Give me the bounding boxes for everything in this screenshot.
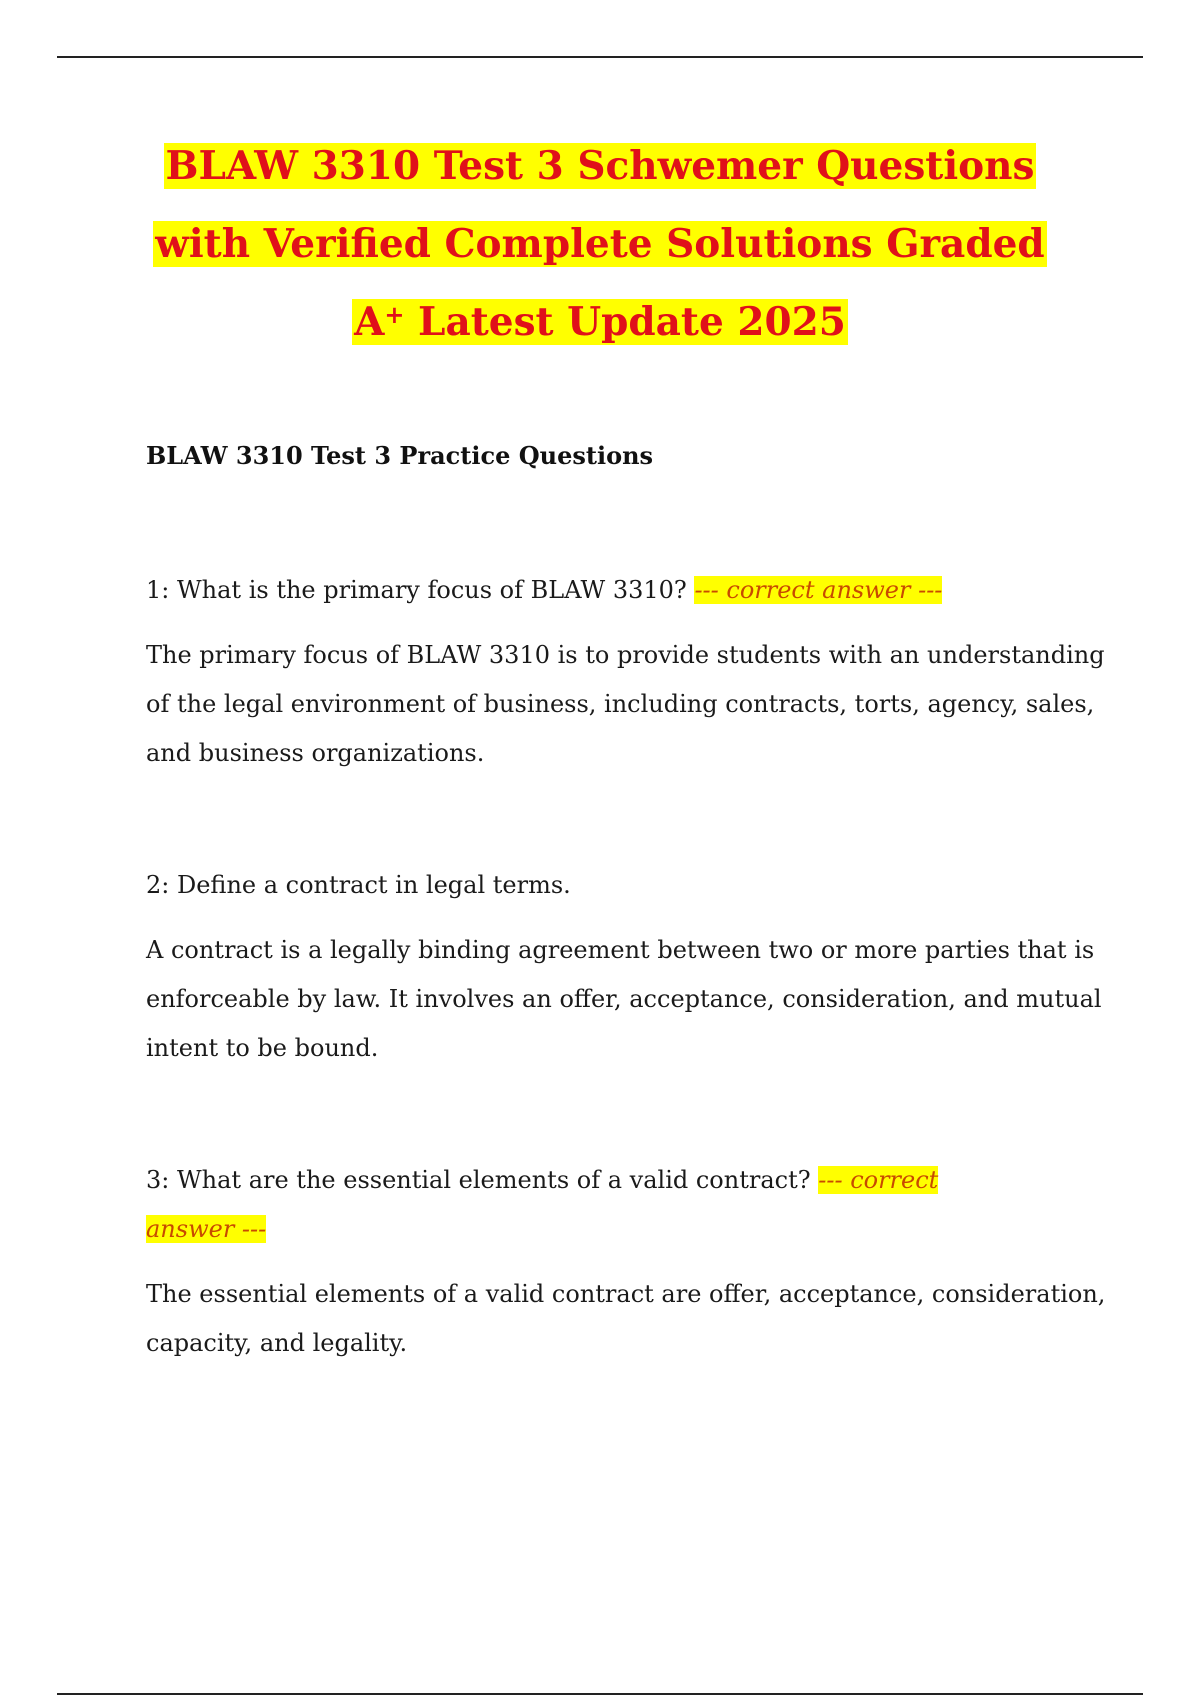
question-3: 3: What are the essential elements of a valid contract? --- correct answer --- — [146, 1166, 939, 1243]
section-heading: BLAW 3310 Test 3 Practice Questions — [146, 441, 654, 470]
qa-item-2 — [146, 861, 1106, 1073]
answer-tag: answer --- — [146, 1215, 267, 1243]
answer-2: A contract is a legally binding agreement between two or more parties that is enforceable by law. It involves an offer, acceptance, consideration, and mutual intent to be bound. — [146, 936, 1102, 1062]
qa-item-1 — [146, 566, 1106, 778]
bottom-rule — [57, 1693, 1143, 1695]
answer-1: The primary focus of BLAW 3310 is to provide students with an understanding of the legal environment of business, including contracts, torts, agency, sales, and business organizations. — [146, 641, 1105, 767]
answer-3: The essential elements of a valid contract are offer, acceptance, consideration, capacity, and legality. — [146, 1280, 1106, 1357]
title-line-1: BLAW 3310 Test 3 Schwemer Questions — [165, 143, 1035, 189]
title-superscript: + — [384, 300, 405, 329]
question-2: 2: Define a contract in legal terms. — [146, 871, 571, 899]
question-1: 1: What is the primary focus of BLAW 3310? --- correct answer --- — [146, 576, 943, 604]
document-title — [100, 140, 1100, 374]
answer-tag: --- correct — [818, 1166, 939, 1194]
qa-item-3 — [146, 1156, 1106, 1368]
title-line-2: with Verified Complete Solutions Graded — [155, 221, 1045, 267]
top-rule — [57, 56, 1143, 58]
answer-tag: --- correct answer --- — [694, 576, 943, 604]
title-line-3: A+ Latest Update 2025 — [354, 299, 846, 345]
